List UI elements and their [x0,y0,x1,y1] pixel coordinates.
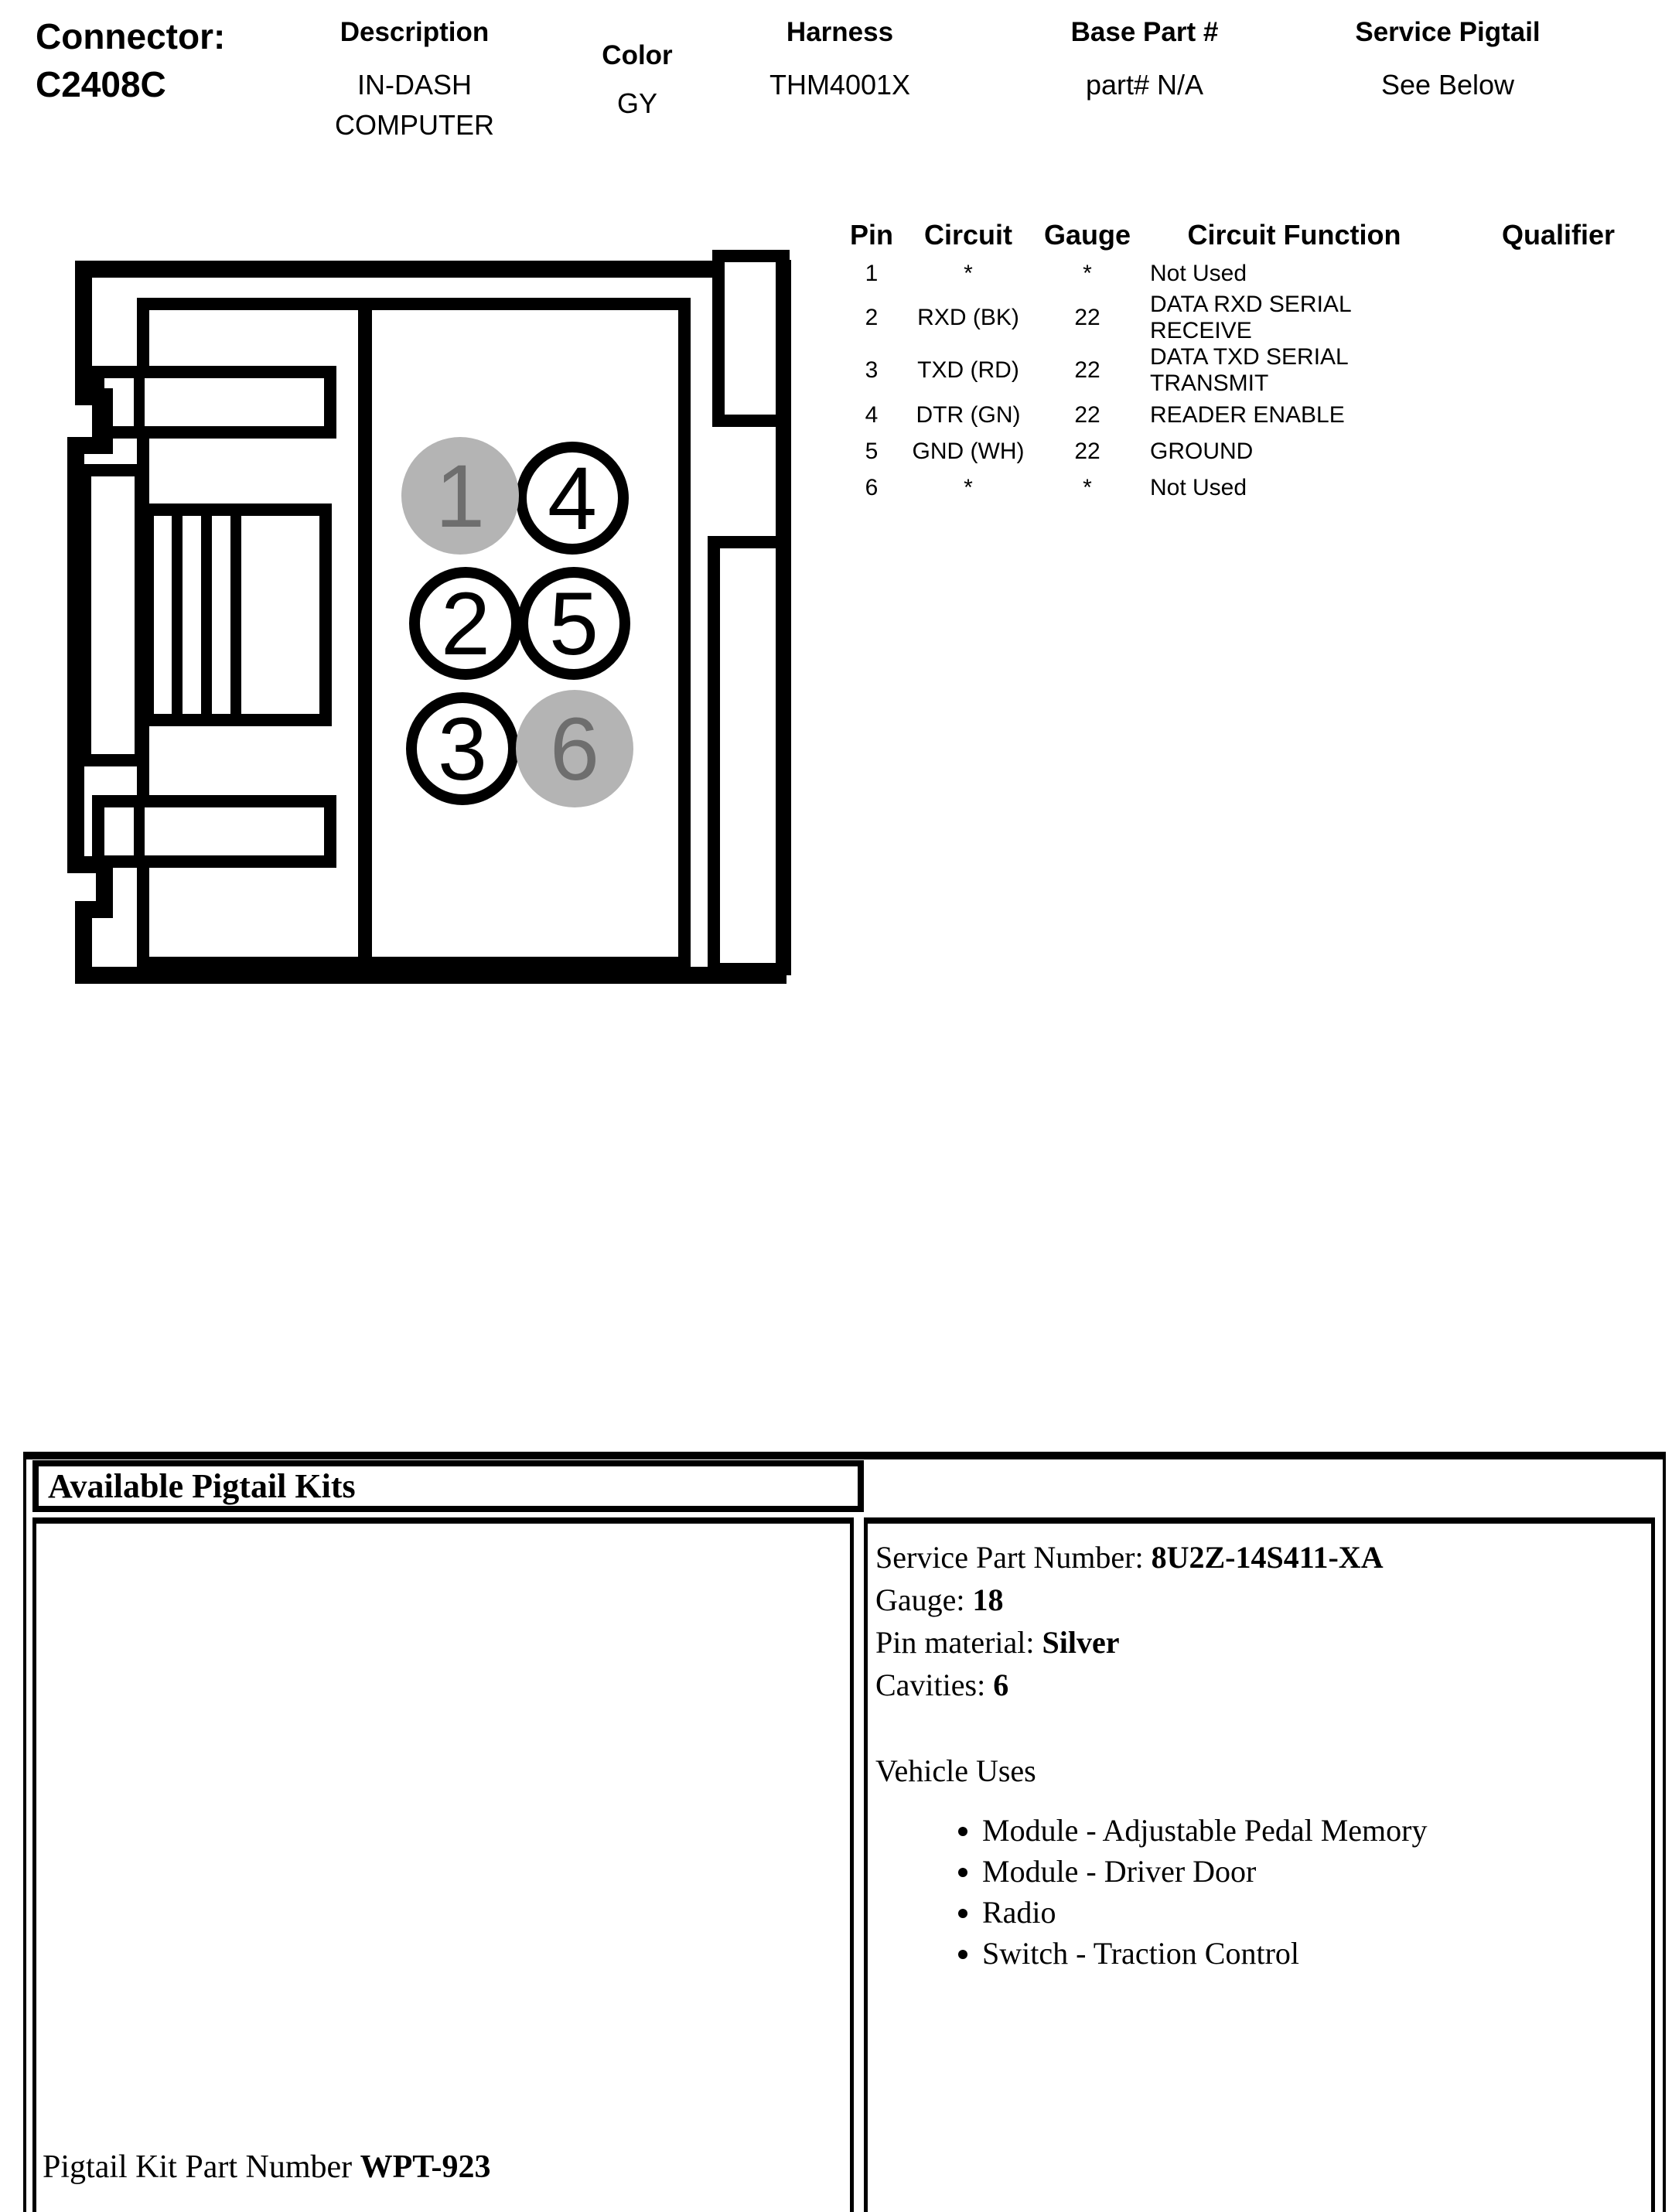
pin-table-header-row [839,215,1670,255]
housing-top-right-tab [718,256,783,421]
gauge-cell: 22 [1074,305,1100,330]
service-pigtail-label: Service Pigtail [1355,17,1541,47]
vehicle-use-item: • Module - Driver Door [982,1851,1427,1892]
gauge-cell: 22 [1074,438,1100,464]
service-part-number-line [875,1536,1384,1579]
qualifier-cell [1446,433,1670,469]
pin-number-6: 6 [550,700,599,799]
qualifier-cell [1446,344,1670,397]
pin-number-5: 5 [549,575,599,674]
gauge-cell: 22 [1074,401,1100,428]
cavities-value: 6 [993,1668,1009,1702]
description-label: Description [340,17,490,47]
qualifier-cell [1446,397,1670,433]
pin-cell: 5 [865,438,879,464]
circuit-cell: * [964,474,973,500]
function-cell: GROUND [1150,438,1254,464]
kit-part-number-line [43,2149,490,2186]
pin-material-label: Pin material: [875,1625,1042,1660]
vehicle-uses-title: Vehicle Uses [875,1753,1036,1788]
color-value: GY [616,87,657,119]
harness-value: THM4001X [769,69,911,101]
pin-col-header: Pin [849,219,893,251]
cavities-label: Cavities: [875,1668,994,1702]
pin-cell: 2 [865,305,879,330]
pin-cell: 4 [865,401,879,428]
circuit-cell: DTR (GN) [916,401,1021,428]
pigtail-kit-left-panel [32,1517,854,2212]
pin-table-row [839,397,1670,433]
pin-table-row [839,344,1670,397]
gauge-cell: * [1083,260,1092,286]
pin-table [839,215,1670,506]
vehicle-uses-list [868,1810,1427,1974]
circuit-cell: TXD (RD) [917,357,1019,383]
pin-number-3: 3 [438,700,487,799]
circuit-col-header: Circuit [923,219,1012,251]
pigtail-spec-lines [875,1536,1384,1706]
pin-table-row [839,469,1670,506]
pin-number-4: 4 [548,449,597,548]
pin-table-row [839,292,1670,344]
pin-number-1: 1 [435,447,485,546]
vehicle-use-item: • Module - Adjustable Pedal Memory [982,1810,1427,1851]
pin-table-row [839,255,1670,292]
service-part-number-label: Service Part Number: [875,1540,1152,1575]
connector-face-diagram [62,246,804,998]
gauge-cell: * [1083,474,1092,500]
qualifier-cell [1446,469,1670,506]
housing-top-slot [98,372,330,432]
vehicle-use-item: • Switch - Traction Control [982,1933,1427,1974]
pigtail-kit-details-panel [864,1517,1655,2212]
service-pigtail-value: See Below [1380,69,1515,101]
housing-mid-right-tab [714,542,783,969]
description-value: IN-DASH COMPUTER [335,69,494,141]
function-cell: Not Used [1150,260,1247,286]
kit-part-number-label: Pigtail Kit Part Number [43,2149,360,2185]
circuit-cell: GND (WH) [912,438,1025,464]
cavities-line [875,1664,1384,1706]
qualifier-cell [1446,292,1670,344]
gauge-col-header: Gauge [1043,219,1131,251]
pin-cell: 6 [865,474,879,500]
gauge-line [875,1579,1384,1621]
pin-cell: 1 [865,260,879,286]
gauge-cell: 22 [1074,357,1100,383]
circuit-cell: * [964,260,973,286]
harness-label: Harness [786,17,894,47]
color-label: Color [602,40,673,70]
vehicle-use-item: • Radio [982,1892,1427,1933]
qualifier-cell [1446,255,1670,292]
connector-label: Connector: [36,16,226,56]
service-part-number-value: 8U2Z-14S411-XA [1151,1540,1384,1575]
connector-id: C2408C [36,64,166,104]
function-cell: Not Used [1150,474,1247,500]
pin-material-line [875,1621,1384,1664]
pigtail-kits-title: Available Pigtail Kits [48,1467,356,1505]
base-part-label: Base Part # [1070,17,1219,47]
kit-part-number-value: WPT-923 [360,2149,491,2185]
pigtail-kits-title-box [32,1460,864,1512]
base-part-value: part# N/A [1085,69,1204,101]
function-cell: READER ENABLE [1150,401,1345,428]
pin-cell: 3 [865,357,879,383]
connector-title [36,12,225,108]
function-col-header: Circuit Function [1187,219,1401,251]
pin-material-value: Silver [1042,1625,1120,1660]
housing-bottom-slot [98,801,330,862]
pin-number-2: 2 [441,575,490,674]
pin-table-row [839,433,1670,469]
function-cell: DATA TXD SERIAL TRANSMIT [1150,344,1348,396]
gauge-value: 18 [972,1582,1004,1617]
function-cell: DATA RXD SERIAL RECEIVE [1150,292,1351,343]
circuit-cell: RXD (BK) [917,305,1019,330]
housing-left-rail [85,470,141,760]
qualifier-col-header: Qualifier [1501,219,1616,251]
gauge-label: Gauge: [875,1582,973,1617]
